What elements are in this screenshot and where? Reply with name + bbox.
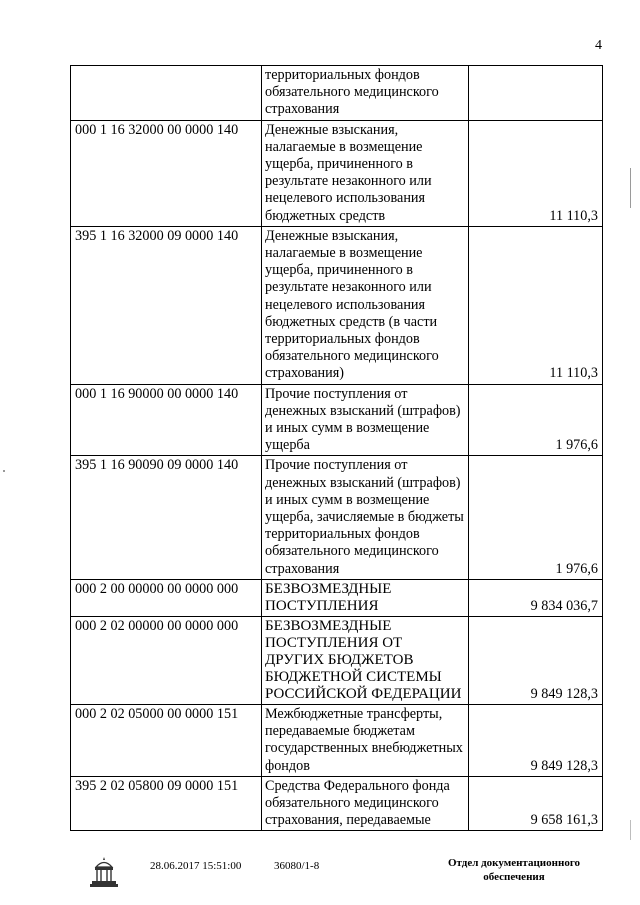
row-name: Средства Федерального фонда обязательного медицинского страхования, передаваемые [262,776,469,831]
table-row [71,616,603,704]
scan-edge-mark [630,820,631,840]
row-name: Прочие поступления от денежных взысканий (штрафов) и иных сумм в возмещение ущерба, зачисляемые в бюджеты территориальных фондов обязательного медицинского страхования [262,456,469,579]
row-name: БЕЗВОЗМЕЗДНЫЕ ПОСТУПЛЕНИЯ ОТ ДРУГИХ БЮДЖЕТОВ БЮДЖЕТНОЙ СИСТЕМЫ РОССИЙСКОЙ ФЕДЕРАЦИИ [262,616,469,704]
page-footer [0,850,640,900]
row-amount: 9 849 128,3 [469,616,603,704]
table-row [71,120,603,226]
row-name: территориальных фондов обязательного медицинского страхования [262,66,469,121]
budget-table [70,65,603,831]
table-row [71,579,603,616]
row-code: 395 1 16 90090 09 0000 140 [71,456,262,579]
table-row [71,226,603,384]
scan-speck [3,470,5,472]
row-amount: 9 849 128,3 [469,704,603,776]
table-row [71,66,603,121]
row-amount: 9 658 161,3 [469,776,603,831]
row-code: 000 1 16 32000 00 0000 140 [71,120,262,226]
row-amount: 9 834 036,7 [469,579,603,616]
row-code: 000 1 16 90000 00 0000 140 [71,384,262,456]
row-amount: 1 976,6 [469,456,603,579]
row-amount: 11 110,3 [469,226,603,384]
row-code [71,66,262,121]
table-row [71,704,603,776]
state-duma-emblem-icon [88,855,120,889]
row-name: Межбюджетные трансферты, передаваемые бюджетам государственных внебюджетных фондов [262,704,469,776]
row-amount: 1 976,6 [469,384,603,456]
row-code: 000 2 02 00000 00 0000 000 [71,616,262,704]
table-row [71,456,603,579]
table-row [71,384,603,456]
row-code: 395 1 16 32000 09 0000 140 [71,226,262,384]
row-code: 395 2 02 05800 09 0000 151 [71,776,262,831]
row-name: БЕЗВОЗМЕЗДНЫЕ ПОСТУПЛЕНИЯ [262,579,469,616]
footer-doc-number: 36080/1-8 [274,860,320,872]
row-code: 000 2 02 05000 00 0000 151 [71,704,262,776]
row-name: Денежные взыскания, налагаемые в возмещение ущерба, причиненного в результате незаконного или нецелевого использования бюджетных средств [262,120,469,226]
row-amount [469,66,603,121]
table-row [71,776,603,831]
row-code: 000 2 00 00000 00 0000 000 [71,579,262,616]
footer-department: Отдел документационного обеспечения [447,857,581,883]
scan-edge-mark [630,168,631,208]
row-name: Прочие поступления от денежных взысканий (штрафов) и иных сумм в возмещение ущерба [262,384,469,456]
footer-date: 28.06.2017 15:51:00 [150,860,242,872]
row-amount: 11 110,3 [469,120,603,226]
row-name: Денежные взыскания, налагаемые в возмещение ущерба, причиненного в результате незаконного или нецелевого использования бюджетных средств (в части территориальных фондов обязательного медицинского страхования) [262,226,469,384]
page-number: 4 [595,38,602,53]
